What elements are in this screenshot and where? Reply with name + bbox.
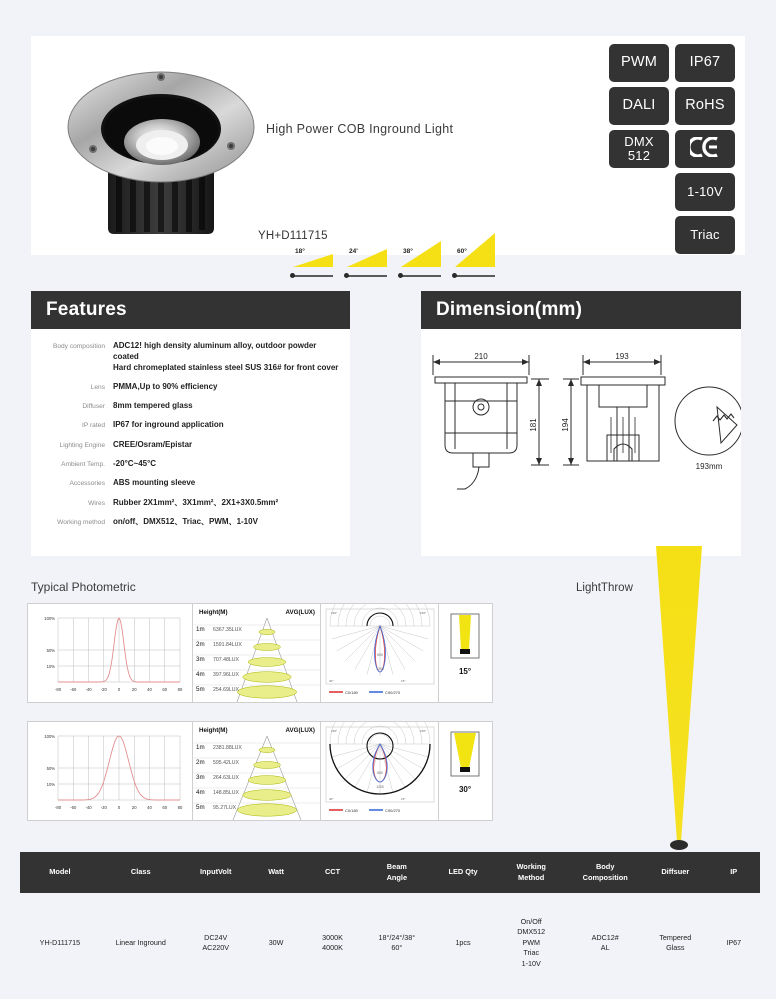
- spec-header-cell: Body Composition: [582, 861, 628, 882]
- beam-wedge-icon: [401, 241, 443, 274]
- svg-text:100%: 100%: [44, 734, 55, 739]
- spec-header-cell: Model: [49, 867, 71, 877]
- photometric-panel-15°: [27, 603, 493, 703]
- feature-row: [31, 498, 340, 509]
- avg-lux-value: 707.48LUX: [213, 656, 239, 663]
- badge-dali: [609, 87, 669, 125]
- dim-circle-label: 193mm: [695, 462, 723, 471]
- avg-lux-value: 95.27LUX: [213, 804, 237, 811]
- dim-side-height: 194: [561, 418, 570, 432]
- beam-angle-value: 30°: [458, 785, 472, 794]
- feature-key: Lighting Engine: [59, 441, 105, 449]
- height-value: 2m: [196, 759, 205, 766]
- spec-cell: 1pcs: [455, 937, 471, 947]
- features-card: [31, 291, 350, 556]
- beam-angle-value: 15°: [458, 667, 472, 676]
- beam-source-dot: [344, 273, 349, 278]
- feature-value: on/off、DMX512、Triac、PWM、1-10V: [113, 516, 258, 526]
- svg-text:100%: 100%: [44, 616, 55, 621]
- feature-key: Diffuser: [82, 403, 105, 411]
- height-value: 3m: [196, 656, 205, 663]
- height-value: 4m: [196, 789, 205, 796]
- beam-preview-icon: [439, 604, 491, 702]
- product-model-code: YH+D111715: [258, 230, 328, 242]
- spec-header-cell: Beam Angle: [386, 861, 408, 882]
- svg-text:1200: 1200: [376, 667, 384, 671]
- svg-text:60: 60: [162, 687, 168, 692]
- spec-cell: IP67: [726, 937, 742, 947]
- spec-header-cell: CCT: [324, 867, 341, 877]
- feature-row: [31, 517, 340, 528]
- svg-text:600: 600: [377, 653, 383, 657]
- height-value: 5m: [196, 804, 205, 811]
- svg-text:-20: -20: [100, 687, 107, 692]
- beam-wedge-icon: [293, 254, 335, 274]
- spec-header-cell: Working Method: [516, 861, 546, 882]
- feature-value: CREE/Osram/Epistar: [113, 439, 193, 449]
- beam-source-dot: [398, 273, 403, 278]
- svg-text:15°: 15°: [401, 679, 406, 683]
- svg-text:10%: 10%: [46, 782, 55, 787]
- feature-key: Ambient Temp.: [61, 461, 105, 469]
- avg-lux-value: 254.69LUX: [213, 686, 239, 693]
- badge-dmx-512: [609, 130, 669, 168]
- product-photo: [56, 50, 271, 245]
- svg-text:C90/270: C90/270: [385, 808, 401, 813]
- spec-cell: On/Off DMX512 PWM Triac 1-10V: [517, 916, 546, 968]
- svg-text:10%: 10%: [46, 664, 55, 669]
- height-column-header: Height(M): [199, 609, 228, 616]
- svg-text:60: 60: [162, 805, 168, 810]
- svg-text:0: 0: [117, 805, 121, 810]
- ce-mark-icon: [690, 137, 720, 162]
- feature-row: [31, 459, 340, 470]
- svg-text:-60: -60: [70, 687, 77, 692]
- svg-text:20: 20: [131, 805, 137, 810]
- svg-text:20: 20: [131, 687, 137, 692]
- svg-text:50%: 50%: [46, 766, 55, 771]
- feature-key: Lens: [90, 383, 105, 391]
- beam-angle-label: 24': [349, 248, 358, 255]
- spec-header-cell: IP: [730, 867, 738, 877]
- spec-header-cell: Watt: [268, 867, 284, 877]
- avg-lux-value: 595.42LUX: [213, 759, 239, 766]
- svg-text:C0/180: C0/180: [345, 808, 358, 813]
- lux-cone-table: [193, 722, 321, 820]
- feature-value: Rubber 2X1mm²、3X1mm²、2X1+3X0.5mm²: [113, 497, 279, 507]
- beam-preview-icon: [439, 722, 491, 820]
- spec-header-cell: InputVolt: [199, 867, 232, 877]
- badge-1-10v: [675, 173, 735, 211]
- svg-text:80: 80: [177, 687, 183, 692]
- feature-row: [31, 401, 340, 412]
- dim-side-width: 193: [615, 352, 629, 361]
- beam-angle-icons: [289, 248, 519, 282]
- svg-text:C0/180: C0/180: [345, 690, 358, 695]
- beam-ground-line: [453, 275, 495, 278]
- lux-cone-table: [193, 604, 321, 702]
- badge-rohs: [675, 87, 735, 125]
- feature-key: IP rated: [82, 422, 105, 430]
- feature-value: ADC12! high density aluminum alloy, outdoor powder coated Hard chromeplated stainless steel SUS 316# for front cover: [113, 341, 339, 372]
- avg-lux-value: 397.96LUX: [213, 671, 239, 678]
- spec-cell: 30W: [268, 937, 284, 947]
- svg-text:150°: 150°: [331, 611, 338, 615]
- height-value: 4m: [196, 671, 205, 678]
- svg-text:150°: 150°: [420, 611, 427, 615]
- svg-text:30°: 30°: [329, 797, 334, 801]
- beam-angle-label: 60°: [457, 248, 467, 255]
- svg-text:-80: -80: [54, 805, 62, 810]
- svg-text:-80: -80: [54, 687, 62, 692]
- features-list: [31, 329, 350, 528]
- feature-row: [31, 341, 340, 373]
- feature-row: [31, 420, 340, 431]
- dimension-drawings: [421, 329, 741, 558]
- avg-lux-value: 2381.88LUX: [213, 744, 242, 751]
- beam-wedge-icon: [455, 233, 497, 274]
- svg-text:40: 40: [147, 805, 152, 810]
- height-value: 3m: [196, 774, 205, 781]
- svg-text:15°: 15°: [401, 797, 406, 801]
- feature-value: ABS mounting sleeve: [113, 478, 196, 488]
- photometric-section-label: Typical Photometric: [31, 580, 136, 594]
- spec-cell: ADC12# AL: [591, 932, 619, 952]
- avg-lux-value: 6367.35LUX: [213, 626, 242, 633]
- beam-ground-line: [399, 275, 441, 278]
- svg-text:150°: 150°: [331, 729, 338, 733]
- height-value: 2m: [196, 641, 205, 648]
- beam-wedge-icon: [347, 249, 389, 274]
- product-title: High Power COB Inground Light: [266, 122, 454, 136]
- svg-text:600: 600: [377, 771, 383, 775]
- badge-label: DALI: [622, 97, 656, 114]
- svg-text:40: 40: [147, 687, 152, 692]
- badge-ip67: [675, 44, 735, 82]
- feature-row: [31, 478, 340, 489]
- avg-lux-column-header: AVG(LUX): [285, 609, 315, 616]
- feature-row: [31, 382, 340, 393]
- badge-label: PWM: [620, 54, 658, 71]
- spec-header-cell: Diffsuer: [661, 867, 690, 877]
- beam-angle-icon-1: [343, 248, 391, 282]
- spec-cell: DC24V AC220V: [202, 932, 230, 952]
- svg-text:80: 80: [177, 805, 183, 810]
- features-heading: Features: [31, 291, 350, 329]
- feature-key: Body composition: [52, 343, 105, 350]
- beam-angle-icon-2: [397, 248, 445, 282]
- dim-front-height: 181: [529, 418, 538, 432]
- svg-text:-20: -20: [100, 805, 107, 810]
- feature-row: [31, 440, 340, 451]
- beam-angle-icon-3: [451, 248, 499, 282]
- svg-text:-40: -40: [85, 805, 92, 810]
- feature-key: Wires: [88, 499, 105, 507]
- spec-cell: 3000K 4000K: [322, 932, 343, 952]
- badge-label: DMX 512: [624, 134, 654, 163]
- feature-value: -20°C~45°C: [113, 459, 157, 469]
- svg-text:0: 0: [117, 687, 121, 692]
- avg-lux-column-header: AVG(LUX): [285, 727, 315, 734]
- svg-text:30°: 30°: [329, 679, 334, 683]
- height-column-header: Height(M): [199, 727, 228, 734]
- polar-light-distribution-diagram: [321, 604, 439, 702]
- avg-lux-value: 264.63LUX: [213, 774, 239, 781]
- intensity-distribution-chart: [28, 604, 193, 702]
- light-throw-label: LightThrow: [576, 582, 633, 594]
- svg-text:-60: -60: [70, 805, 77, 810]
- beam-angle-icon-0: [289, 248, 337, 282]
- polar-light-distribution-diagram: [321, 722, 439, 820]
- feature-key: Accessories: [69, 480, 105, 488]
- spec-header-cell: LED Qty: [448, 867, 478, 877]
- svg-text:50%: 50%: [46, 648, 55, 653]
- spec-cell: 18°/24°/38° 60°: [378, 932, 416, 952]
- badge-label: IP67: [689, 54, 721, 71]
- spec-cell: Tempered Glass: [659, 932, 692, 952]
- spec-header-cell: Class: [130, 867, 151, 877]
- intensity-distribution-chart: [28, 722, 193, 820]
- badge-triac: [675, 216, 735, 254]
- dimension-card: [421, 291, 741, 556]
- badge-label: RoHS: [685, 97, 725, 114]
- svg-text:150°: 150°: [420, 729, 427, 733]
- beam-angle-label: 18°: [295, 248, 305, 255]
- feature-value: IP67 for inground application: [113, 420, 224, 430]
- spec-cell: YH-D111715: [39, 937, 81, 947]
- table-row: [20, 893, 760, 993]
- feature-key: Working method: [57, 518, 105, 526]
- svg-text:1200: 1200: [376, 785, 384, 789]
- beam-ground-line: [291, 275, 333, 278]
- feature-value: 8mm tempered glass: [113, 401, 193, 411]
- spec-table-header-row: [20, 852, 760, 893]
- badge-pwm: [609, 44, 669, 82]
- badge-label: Triac: [690, 227, 720, 243]
- photometric-panel-30°: [27, 721, 493, 821]
- beam-source-dot: [452, 273, 457, 278]
- badge-label: 1-10V: [687, 184, 723, 200]
- specification-table: [20, 852, 760, 993]
- beam-angle-label: 38°: [403, 248, 413, 255]
- avg-lux-value: 1591.84LUX: [213, 641, 242, 648]
- spec-cell: Linear Inground: [115, 937, 166, 947]
- avg-lux-value: 148.85LUX: [213, 789, 239, 796]
- height-value: 1m: [196, 626, 205, 633]
- light-throw-beam: [520, 546, 770, 856]
- feature-value: PMMA,Up to 90% efficiency: [113, 381, 218, 391]
- height-value: 1m: [196, 744, 205, 751]
- svg-text:C90/270: C90/270: [385, 690, 401, 695]
- svg-text:-40: -40: [85, 687, 92, 692]
- dim-front-width: 210: [474, 352, 488, 361]
- dimension-heading: Dimension(mm): [421, 291, 741, 329]
- height-value: 5m: [196, 686, 205, 693]
- beam-source-dot: [290, 273, 295, 278]
- badge-ce: [675, 130, 735, 168]
- beam-ground-line: [345, 275, 387, 278]
